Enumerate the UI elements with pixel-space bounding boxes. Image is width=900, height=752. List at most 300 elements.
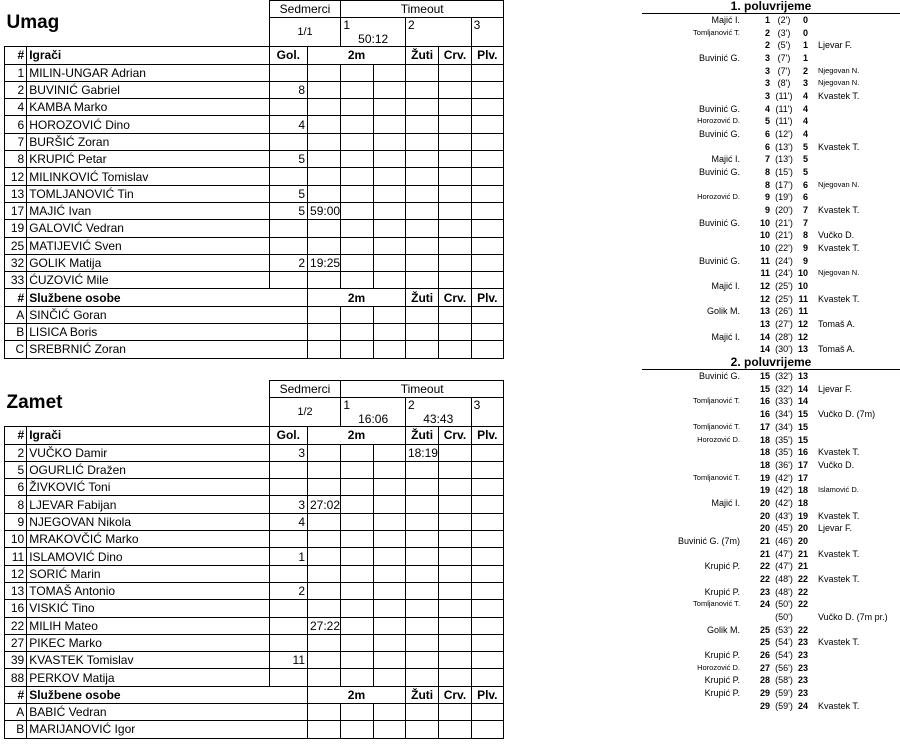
header-2m: 2m: [308, 427, 406, 444]
header-gol: Gol.: [269, 47, 307, 64]
home-score: 15: [759, 371, 770, 382]
event-minute: (20'): [775, 205, 793, 216]
player-goals: 2: [269, 582, 307, 599]
player-2m-1: [308, 479, 341, 496]
player-number: 12: [5, 565, 27, 582]
player-row: [5, 202, 504, 219]
home-score: 13: [759, 306, 770, 317]
goal-event: [658, 90, 900, 103]
player-blue: [471, 168, 503, 185]
home-score: 8: [764, 167, 770, 178]
away-score: 17: [798, 459, 809, 470]
home-score: 12: [759, 293, 770, 304]
player-number: 6: [5, 116, 27, 133]
event-minute: (21'): [775, 217, 793, 228]
home-score: 9: [764, 192, 770, 203]
official-cell: [341, 306, 373, 323]
home-scorer: Golik M.: [706, 624, 740, 635]
away-score: 23: [798, 687, 809, 698]
player-row: [5, 168, 504, 185]
player-2m-3: [373, 151, 405, 168]
goal-event: [658, 153, 900, 166]
player-yellow: [405, 254, 438, 271]
player-2m-3: [373, 479, 405, 496]
timeout-number: 2: [407, 398, 415, 413]
official-cell: [439, 306, 471, 323]
goal-event: [658, 52, 900, 65]
player-goals: [269, 99, 307, 116]
officials-header-crv: Crv.: [439, 686, 471, 703]
home-score: 15: [759, 383, 770, 394]
team-name: Zamet: [6, 392, 63, 414]
player-red: [439, 444, 471, 461]
home-score: 21: [759, 535, 770, 546]
home-score: 13: [759, 319, 770, 330]
player-number: 13: [5, 185, 27, 202]
half-title: 2. poluvrijeme: [642, 356, 900, 370]
player-yellow: [405, 237, 438, 254]
player-red: [439, 151, 471, 168]
away-scorer: Vučko D. (7m): [818, 409, 876, 420]
away-scorer: Vučko D. (7m pr.): [818, 611, 888, 622]
away-score: 23: [798, 649, 809, 660]
player-red: [439, 64, 471, 81]
officials-header-zuti: Žuti: [405, 686, 438, 703]
home-scorer: Tomljanović T.: [693, 27, 740, 37]
event-minute: (27'): [775, 319, 793, 330]
player-2m-1: [308, 565, 341, 582]
player-yellow: [405, 565, 438, 582]
player-yellow: [405, 81, 438, 98]
away-score: 12: [798, 319, 809, 330]
player-goals: [269, 64, 307, 81]
event-minute: (19'): [775, 192, 793, 203]
away-score: 8: [802, 230, 808, 241]
player-number: 88: [5, 669, 27, 686]
official-cell: [341, 324, 373, 341]
player-2m-2: [341, 548, 373, 565]
player-row: [5, 669, 504, 686]
player-2m-3: [373, 168, 405, 185]
player-number: 8: [5, 496, 27, 513]
event-minute: (59'): [775, 687, 793, 698]
away-score: 23: [798, 637, 809, 648]
timeout-time: 43:43: [423, 412, 454, 427]
official-cell: [471, 306, 503, 323]
event-minute: (35'): [775, 434, 793, 445]
home-score: 10: [759, 217, 770, 228]
away-score: 1: [802, 53, 808, 64]
away-scorer: Njegovan N.: [818, 268, 860, 278]
home-scorer: Majić I.: [711, 154, 740, 165]
player-2m-2: [341, 81, 373, 98]
event-minute: (42'): [775, 497, 793, 508]
home-scorer: Buvinić G.: [698, 167, 740, 178]
away-scorer: Njegovan N.: [818, 179, 860, 189]
player-red: [439, 133, 471, 150]
home-score: 1: [764, 15, 770, 25]
away-score: 3: [802, 78, 808, 89]
player-number: 25: [5, 237, 27, 254]
home-score: 26: [759, 649, 770, 660]
player-blue: [471, 237, 503, 254]
away-score: 4: [802, 129, 808, 140]
away-score: 7: [802, 205, 808, 216]
player-name: BURŠIĆ Zoran: [27, 133, 269, 150]
event-minute: (7'): [777, 53, 791, 64]
goal-event: [658, 370, 900, 383]
away-score: 12: [798, 331, 809, 342]
header-players: Igrači: [27, 427, 269, 444]
sedmerci-label: Sedmerci: [269, 381, 341, 398]
away-score: 7: [802, 217, 808, 228]
player-yellow: [405, 64, 438, 81]
player-name: MILIH Mateo: [27, 617, 269, 634]
home-scorer: Tomljanović T.: [693, 472, 740, 482]
player-goals: [269, 220, 307, 237]
player-2m-2: [341, 444, 373, 461]
player-2m-1: [308, 99, 341, 116]
event-minute: (32'): [775, 371, 793, 382]
timeout-time: 50:12: [358, 32, 389, 47]
goal-event: [658, 103, 900, 116]
player-2m-1: [308, 185, 341, 202]
player-number: 5: [5, 461, 27, 478]
away-scorer: Kvastek T.: [818, 510, 860, 521]
officials-header-2m: 2m: [308, 686, 406, 703]
away-score: 16: [798, 447, 809, 458]
player-goals: [269, 634, 307, 651]
event-minute: (58'): [775, 675, 793, 686]
player-number: 1: [5, 64, 27, 81]
home-score: 19: [759, 472, 770, 483]
home-score: 22: [759, 573, 770, 584]
goal-event: [658, 522, 900, 535]
home-scorer: Horozović D.: [697, 662, 740, 672]
player-name: KAMBA Marko: [27, 99, 269, 116]
official-cell: [308, 704, 341, 721]
official-letter: C: [5, 341, 27, 358]
player-row: [5, 237, 504, 254]
event-minute: (2'): [777, 15, 791, 25]
player-blue: [471, 513, 503, 530]
player-yellow: [405, 151, 438, 168]
player-2m-2: [341, 565, 373, 582]
away-score: 10: [798, 268, 809, 279]
player-red: [439, 565, 471, 582]
header-crv: Crv.: [439, 427, 471, 444]
event-minute: (42'): [775, 472, 793, 483]
goal-event: [658, 700, 900, 713]
player-name: LJEVAR Fabijan: [27, 496, 269, 513]
event-minute: (35'): [775, 447, 793, 458]
official-cell: [471, 324, 503, 341]
home-score: 9: [764, 205, 770, 216]
player-number: 17: [5, 202, 27, 219]
officials-header-plv: Plv.: [471, 686, 503, 703]
event-minute: (53'): [775, 624, 793, 635]
player-number: 7: [5, 133, 27, 150]
player-2m-1: [308, 600, 341, 617]
player-red: [439, 513, 471, 530]
header-gol: Gol.: [269, 427, 307, 444]
home-scorer: Majić I.: [711, 497, 740, 508]
home-score: 20: [759, 497, 770, 508]
home-score: 14: [759, 331, 770, 342]
home-score: 7: [764, 154, 770, 165]
away-scorer: Kvastek T.: [818, 548, 860, 559]
timeout-number: 1: [343, 18, 351, 33]
home-score: 5: [764, 116, 770, 127]
event-minute: (45'): [775, 523, 793, 534]
away-score: 18: [798, 485, 809, 496]
home-score: 21: [759, 548, 770, 559]
player-2m-3: [373, 496, 405, 513]
player-2m-2: [341, 272, 373, 289]
timeout-label: Timeout: [341, 381, 504, 398]
away-scorer: Kvastek T.: [818, 637, 860, 648]
official-row: [5, 306, 504, 323]
home-score: 29: [759, 700, 770, 711]
player-name: MILIN-UNGAR Adrian: [27, 64, 269, 81]
player-name: BUVINIĆ Gabriel: [27, 81, 269, 98]
player-2m-3: [373, 461, 405, 478]
home-score: 16: [759, 409, 770, 420]
goal-event: [658, 636, 900, 649]
team-table: [4, 380, 504, 739]
timeout-cell: [341, 398, 406, 427]
player-yellow: [405, 513, 438, 530]
home-score: 17: [759, 421, 770, 432]
sedmerci-value: 1/1: [269, 18, 341, 47]
away-score: 11: [798, 306, 808, 317]
player-2m-3: [373, 652, 405, 669]
player-name: MAJIĆ Ivan: [27, 202, 269, 219]
event-minute: (25'): [775, 293, 793, 304]
home-score: 12: [759, 281, 770, 292]
player-2m-2: [341, 64, 373, 81]
team-table-umag: [4, 0, 504, 359]
official-name: MARIJANOVIĆ Igor: [27, 721, 308, 738]
home-score: 10: [759, 230, 770, 241]
event-minute: (21'): [775, 230, 793, 241]
goal-event: [658, 280, 900, 293]
goal-event: [658, 204, 900, 217]
event-minute: (15'): [775, 167, 793, 178]
header-plv: Plv.: [471, 427, 503, 444]
player-blue: [471, 116, 503, 133]
timeout-cell: [405, 18, 471, 47]
goal-event: [658, 65, 900, 78]
player-2m-1: [308, 444, 341, 461]
player-2m-1: 27:22: [308, 617, 341, 634]
timeout-time: 16:06: [358, 412, 389, 427]
away-score: 21: [798, 561, 809, 572]
goal-event: [658, 484, 900, 497]
player-2m-3: [373, 220, 405, 237]
home-scorer: Tomljanović T.: [693, 599, 740, 609]
goal-event: [658, 14, 900, 27]
player-goals: 5: [269, 202, 307, 219]
away-scorer: Kvastek T.: [818, 573, 860, 584]
home-score: 11: [760, 268, 770, 279]
event-minute: (22'): [775, 243, 793, 254]
goal-event: [658, 408, 900, 421]
player-2m-2: [341, 151, 373, 168]
player-blue: [471, 81, 503, 98]
event-minute: (42'): [775, 485, 793, 496]
sedmerci-label: Sedmerci: [269, 1, 341, 18]
player-goals: 3: [269, 444, 307, 461]
official-cell: [471, 721, 503, 738]
player-goals: 4: [269, 116, 307, 133]
home-scorer: Buvinić G.: [698, 255, 740, 266]
event-minute: (56'): [775, 662, 793, 673]
player-2m-3: [373, 99, 405, 116]
player-goals: [269, 565, 307, 582]
timeout-label: Timeout: [341, 1, 504, 18]
player-name: VUČKO Damir: [27, 444, 269, 461]
player-2m-1: [308, 220, 341, 237]
away-scorer: Ljevar F.: [818, 40, 853, 51]
goal-event: [658, 560, 900, 573]
player-row: [5, 634, 504, 651]
player-blue: [471, 64, 503, 81]
player-name: SORIĆ Marin: [27, 565, 269, 582]
player-yellow: [405, 531, 438, 548]
away-score: 24: [798, 700, 809, 711]
player-red: [439, 168, 471, 185]
away-scorer: Vučko D.: [818, 230, 855, 241]
player-name: TOMLJANOVIĆ Tin: [27, 185, 269, 202]
player-number: 10: [5, 531, 27, 548]
player-name: PIKEC Marko: [27, 634, 269, 651]
official-cell: [405, 324, 438, 341]
player-name: PERKOV Matija: [27, 669, 269, 686]
official-letter: B: [5, 721, 27, 738]
home-score: 25: [759, 637, 770, 648]
player-number: 9: [5, 513, 27, 530]
player-blue: [471, 634, 503, 651]
player-row: [5, 461, 504, 478]
team-table-zamet: [4, 380, 504, 739]
officials-header-plv: Plv.: [471, 289, 503, 306]
player-2m-2: [341, 531, 373, 548]
home-scorer: Majić I.: [711, 15, 740, 25]
player-yellow: 18:19: [405, 444, 438, 461]
player-name: MATIJEVIĆ Sven: [27, 237, 269, 254]
event-minute: (50'): [775, 611, 793, 622]
official-name: SINČIĆ Goran: [27, 306, 308, 323]
player-row: [5, 617, 504, 634]
player-row: [5, 479, 504, 496]
away-scorer: Njegovan N.: [818, 78, 860, 88]
player-row: [5, 600, 504, 617]
player-yellow: [405, 669, 438, 686]
official-cell: [439, 721, 471, 738]
player-2m-3: [373, 133, 405, 150]
player-row: [5, 582, 504, 599]
goal-event: [658, 459, 900, 472]
away-score: 4: [802, 116, 808, 127]
sedmerci-value: 1/2: [269, 398, 341, 427]
event-minute: (25'): [775, 281, 793, 292]
goal-event: [658, 548, 900, 561]
player-goals: [269, 133, 307, 150]
player-red: [439, 582, 471, 599]
player-2m-2: [341, 185, 373, 202]
home-scorer: Buvinić G.: [698, 103, 740, 114]
official-cell: [373, 324, 405, 341]
player-2m-2: [341, 617, 373, 634]
player-row: [5, 548, 504, 565]
goal-event: [658, 649, 900, 662]
player-red: [439, 220, 471, 237]
event-minute: (59'): [775, 700, 793, 711]
home-scorer: Buvinić G. (7m): [677, 535, 740, 546]
player-red: [439, 254, 471, 271]
player-blue: [471, 272, 503, 289]
event-minute: (48'): [775, 586, 793, 597]
event-minute: (46'): [775, 535, 793, 546]
home-score: 18: [759, 434, 770, 445]
home-score: 22: [759, 561, 770, 572]
player-row: [5, 133, 504, 150]
player-2m-1: [308, 652, 341, 669]
event-minute: (24'): [775, 255, 793, 266]
player-2m-1: [308, 237, 341, 254]
away-score: 4: [802, 91, 808, 102]
away-score: 18: [798, 497, 809, 508]
player-2m-3: [373, 531, 405, 548]
goal-event: [658, 217, 900, 230]
goal-event: [658, 115, 900, 128]
player-2m-2: [341, 220, 373, 237]
home-score: 20: [759, 523, 770, 534]
goal-event: [658, 510, 900, 523]
home-score: 4: [764, 103, 770, 114]
official-cell: [341, 721, 373, 738]
away-score: 5: [802, 154, 808, 165]
player-2m-3: [373, 513, 405, 530]
player-name: OGURLIĆ Dražen: [27, 461, 269, 478]
player-number: 13: [5, 582, 27, 599]
player-2m-1: [308, 513, 341, 530]
timeout-number: 1: [343, 398, 351, 413]
player-number: 11: [5, 548, 27, 565]
player-blue: [471, 582, 503, 599]
officials-header-label: Službene osobe: [27, 289, 308, 306]
player-name: KRUPIĆ Petar: [27, 151, 269, 168]
player-2m-3: [373, 669, 405, 686]
player-goals: [269, 461, 307, 478]
timeout-number: 3: [473, 398, 481, 413]
player-row: [5, 513, 504, 530]
player-name: ISLAMOVIĆ Dino: [27, 548, 269, 565]
player-2m-2: [341, 99, 373, 116]
player-yellow: [405, 461, 438, 478]
player-2m-1: [308, 116, 341, 133]
player-row: [5, 531, 504, 548]
player-goals: 3: [269, 496, 307, 513]
player-2m-1: 27:02: [308, 496, 341, 513]
player-number: 2: [5, 444, 27, 461]
official-cell: [471, 341, 503, 358]
player-goals: 5: [269, 151, 307, 168]
player-yellow: [405, 634, 438, 651]
away-scorer: Vučko D.: [818, 459, 855, 470]
event-minute: (50'): [775, 599, 793, 610]
